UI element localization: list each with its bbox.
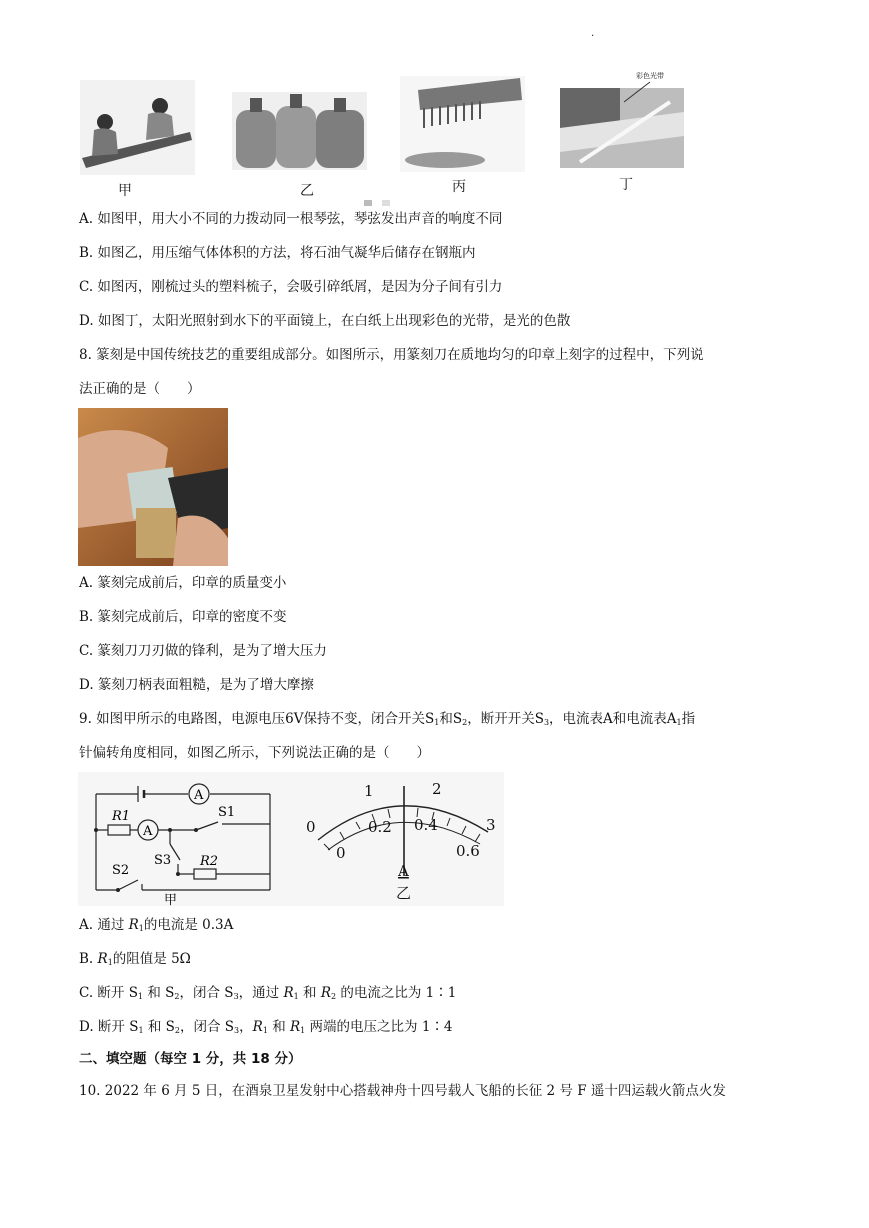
figure-bing-image	[400, 76, 525, 172]
q9-figure	[78, 772, 504, 906]
r1-label: R1	[112, 809, 131, 824]
q9-option-c-mid4: 和	[298, 985, 321, 1001]
r2-label: R2	[200, 854, 219, 869]
q9-option-b	[79, 950, 191, 972]
q9-option-d-mid2: ，闭合 S	[180, 1019, 235, 1035]
q9-option-d-s3: 3	[234, 1026, 240, 1035]
q10-stem: 10. 2022 年 6 月 5 日，在酒泉卫星发射中心搭载神舟十四号载人飞船的长征 2 号 F 遥十四运载火箭点火发	[79, 1083, 726, 1099]
s1-label: S1	[218, 805, 236, 820]
q8-option-a: A. 篆刻完成前后，印章的质量变小	[79, 575, 287, 591]
q9-option-d-mid1: 和 S	[143, 1019, 175, 1035]
s2-label: S2	[112, 863, 130, 878]
q9-option-d-v2: R	[290, 1019, 301, 1035]
q9-stem-sub-1: 1	[434, 718, 440, 727]
q9-option-d-mid3: ，	[239, 1019, 253, 1035]
figure-yi-caption: 乙	[300, 183, 314, 199]
q9-option-c-mid1: 和 S	[143, 985, 175, 1001]
q9-stem-sub-3: 3	[543, 718, 550, 727]
q9-stem-text-d: ，电流表A和电流表A	[549, 711, 677, 727]
meter-caption: 乙	[396, 884, 412, 902]
figure-jia-caption: 甲	[118, 183, 132, 199]
q9-option-a-sub: 1	[138, 924, 144, 933]
q9-option-d-mid4: 和	[267, 1019, 290, 1035]
section-heading: 二、填空题（每空 1 分，共 18 分）	[79, 1051, 302, 1067]
q9-option-d-v2s: 1	[300, 1026, 306, 1035]
q9-option-d	[79, 1018, 453, 1040]
q9-option-c-mid2: ，闭合 S	[179, 985, 234, 1001]
ammeter-a-label: A	[194, 788, 204, 803]
q9-stem-text-b: 和S	[439, 711, 463, 727]
page-mark: .	[591, 28, 595, 39]
q9-stem-sub-2: 2	[462, 718, 468, 727]
q9-option-c-v2: R	[320, 985, 331, 1001]
q9-option-a-pre: A. 通过	[79, 917, 129, 933]
figure-jia-image	[80, 80, 195, 175]
s3-label: S3	[154, 853, 172, 868]
meter-bottom-tick-0: 0	[336, 844, 346, 862]
figure-yi-image	[232, 92, 367, 170]
q9-option-c-s2: 2	[174, 992, 180, 1001]
q9-option-c-s1: 1	[137, 992, 144, 1001]
q9-option-d-pre: D. 断开 S	[79, 1019, 139, 1035]
ammeter-a1-label: A	[143, 824, 153, 839]
q7-option-d: D. 如图丁，太阳光照射到水下的平面镜上，在白纸上出现彩色的光带，是光的色散	[79, 313, 571, 329]
meter-unit: A	[398, 862, 409, 880]
circuit-and-meter-diagram	[78, 772, 504, 906]
circuit-caption: 甲	[164, 893, 178, 906]
figure-ding-caption: 丁	[619, 177, 633, 193]
zither-players-illustration	[80, 80, 195, 175]
gas-cylinders-illustration	[232, 92, 367, 170]
q9-stem-line1	[79, 710, 695, 732]
q9-option-c-v2s: 2	[330, 992, 337, 1001]
meter-top-tick-2: 2	[432, 780, 442, 798]
q9-option-c-post: 的电流之比为 1∶1	[336, 985, 457, 1001]
q9-option-d-v1: R	[252, 1019, 263, 1035]
meter-top-tick-1: 1	[364, 782, 374, 800]
meter-bottom-tick-1: 0.2	[368, 818, 392, 836]
q9-option-d-s1: 1	[138, 1026, 144, 1035]
comb-paper-illustration	[400, 76, 525, 172]
meter-top-tick-0: 0	[306, 818, 316, 836]
q9-stem-text-e: 指	[681, 711, 696, 727]
q9-stem-text-c: ，断开开关S	[467, 711, 544, 727]
q9-option-a	[79, 916, 233, 938]
q9-option-a-post: 的电流是 0.3A	[143, 917, 234, 933]
prism-mirror-illustration	[560, 72, 684, 168]
q9-option-d-post: 两端的电压之比为 1∶4	[305, 1019, 453, 1035]
q9-option-b-pre: B.	[79, 951, 98, 967]
q8-option-d: D. 篆刻刀柄表面粗糙，是为了增大摩擦	[79, 677, 314, 693]
seal-carving-photo	[78, 408, 228, 566]
q8-stem-line1: 8. 篆刻是中国传统技艺的重要组成部分。如图所示，用篆刻刀在质地均匀的印章上刻字的过程中，下列说	[79, 347, 704, 363]
figure-ding-tag: 彩色光带	[636, 72, 664, 80]
q9-option-c	[79, 984, 456, 1006]
q9-option-d-v1s: 1	[262, 1026, 268, 1035]
meter-bottom-tick-2: 0.4	[414, 816, 438, 834]
q9-stem-sub-4: 1	[676, 718, 682, 727]
q7-option-a: A. 如图甲，用大小不同的力拨动同一根琴弦，琴弦发出声音的响度不同	[79, 211, 503, 227]
q8-option-c: C. 篆刻刀刀刃做的锋利，是为了增大压力	[79, 643, 327, 659]
q7-option-c: C. 如图丙，刚梳过头的塑料梳子，会吸引碎纸屑，是因为分子间有引力	[79, 279, 503, 295]
figure-bing-caption: 丙	[452, 179, 466, 195]
seal-carving-illustration	[78, 408, 228, 566]
q9-option-c-v1s: 1	[293, 992, 299, 1001]
q8-stem-line2: 法正确的是（ ）	[79, 381, 201, 397]
figure-ding-image	[560, 72, 684, 168]
q8-option-b: B. 篆刻完成前后，印章的密度不变	[79, 609, 287, 625]
meter-top-tick-3: 3	[486, 816, 496, 834]
pagination-dots	[364, 191, 390, 210]
q9-option-b-var: R	[97, 951, 108, 967]
q9-option-a-var: R	[128, 917, 139, 933]
q9-option-c-pre: C. 断开 S	[79, 985, 138, 1001]
q9-stem-line2: 针偏转角度相同，如图乙所示，下列说法正确的是（ ）	[79, 745, 430, 761]
q7-option-b: B. 如图乙，用压缩气体体积的方法，将石油气凝华后储存在钢瓶内	[79, 245, 476, 261]
q9-option-b-post: 的阻值是 5Ω	[112, 951, 191, 967]
q9-option-b-sub: 1	[107, 958, 113, 967]
q9-option-c-mid3: ，通过	[238, 985, 284, 1001]
meter-bottom-tick-3: 0.6	[456, 842, 480, 860]
q9-option-d-s2: 2	[174, 1026, 180, 1035]
q9-option-c-v1: R	[283, 985, 294, 1001]
q9-option-c-s3: 3	[233, 992, 239, 1001]
q9-stem-text-a: 9. 如图甲所示的电路图，电源电压6V保持不变，闭合开关S	[79, 711, 435, 727]
